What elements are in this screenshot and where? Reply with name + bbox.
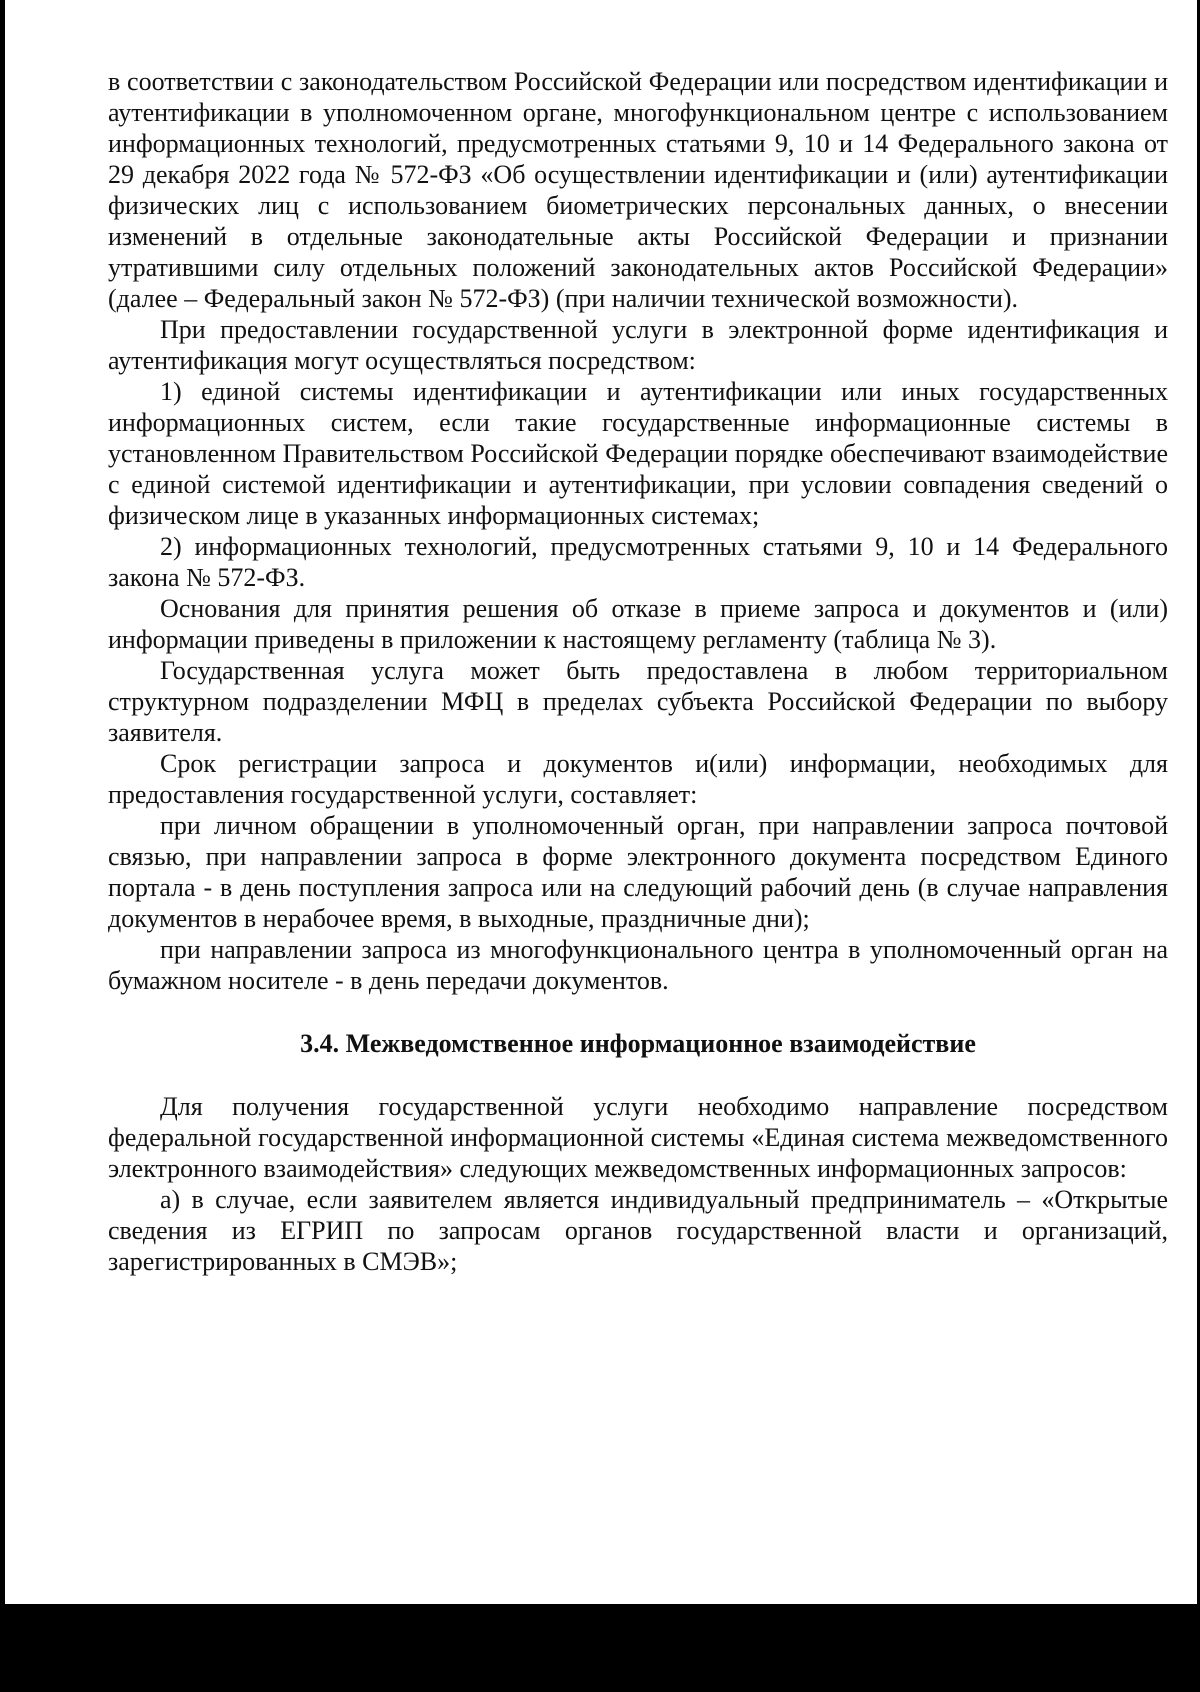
paragraph-registration-mfc: при направлении запроса из многофункционального центра в уполномоченный орган на бумажном носителе - в день передачи документов. [108,935,1168,995]
paragraph-continuation: в соответствии с законодательством Российской Федерации или посредством идентификации и аутентификации в уполномоченном органе, многофункциональном центре с использованием информационных технологий, предусмотренных статьями 9, 10 и 14 Федерального закона от 29 декабря 2022 года № 572-ФЗ «Об осуществлении идентификации и (или) аутентификации физических лиц с использованием биометрических персональных данных, о внесении изменений в отдельные законодательные акты Российской Федерации и признании утратившими силу отдельных положений законодательных актов Российской Федерации» (далее – Федеральный закон № 572-ФЗ) (при наличии технической возможности). [108,67,1168,313]
scan-edge-left [0,0,5,1692]
paragraph-interagency-requests: Для получения государственной услуги необходимо направление посредством федеральной государственной информационной системы «Единая система межведомственного электронного взаимодействия» следующих межведомственных информационных запросов: [108,1092,1168,1183]
scan-band-bottom [0,1604,1200,1692]
section-heading: 3.4. Межведомственное информационное взаимодействие [300,1029,976,1058]
list-item-2: 2) информационных технологий, предусмотренных статьями 9, 10 и 14 Федерального закона № 572-ФЗ. [108,532,1168,592]
paragraph-registration-term: Срок регистрации запроса и документов и(или) информации, необходимых для предоставления государственной услуги, составляет: [108,749,1168,809]
paragraph-identification-means: При предоставлении государственной услуги в электронной форме идентификация и аутентификация могут осуществляться посредством: [108,315,1168,375]
paragraph-registration-personal: при личном обращении в уполномоченный орган, при направлении запроса почтовой связью, при направлении запроса в форме электронного документа посредством Единого портала - в день поступления запроса или на следующий рабочий день (в случае направления документов в нерабочее время, в выходные, праздничные дни); [108,811,1168,933]
paragraph-refusal-grounds: Основания для принятия решения об отказе в приеме запроса и документов и (или) информации приведены в приложении к настоящему регламенту (таблица № 3). [108,594,1168,654]
list-item-a: а) в случае, если заявителем является индивидуальный предприниматель – «Открытые сведения из ЕГРИП по запросам органов государственной власти и организаций, зарегистрированных в СМЭВ»; [108,1185,1168,1276]
paragraph-mfc-service: Государственная услуга может быть предоставлена в любом территориальном структурном подразделении МФЦ в пределах субъекта Российской Федерации по выбору заявителя. [108,656,1168,747]
document-page [108,66,1168,1277]
list-item-1: 1) единой системы идентификации и аутентификации или иных государственных информационных систем, если такие государственные информационные системы в установленном Правительством Российской Федерации порядке обеспечивают взаимодействие с единой системой идентификации и аутентификации, при условии совпадения сведений о физическом лице в указанных информационных системах; [108,377,1168,530]
